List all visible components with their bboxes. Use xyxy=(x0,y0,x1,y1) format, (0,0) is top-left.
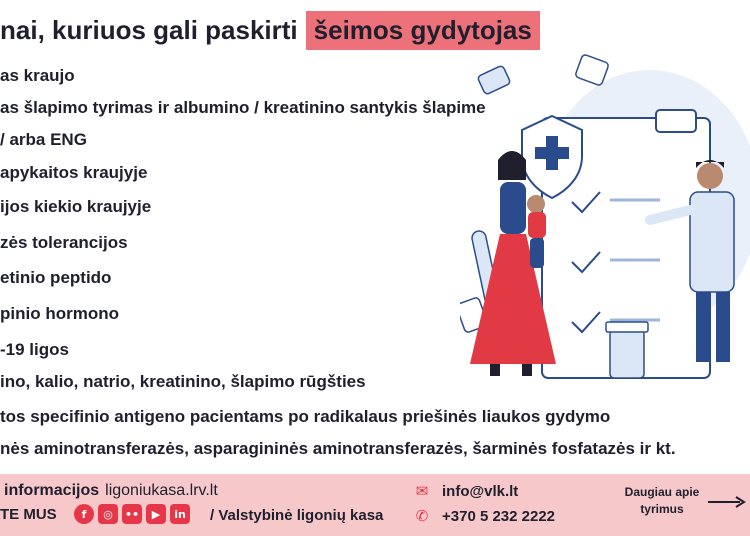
list-item: pinio hormono xyxy=(0,304,119,323)
org-name: / Valstybinė ligonių kasa xyxy=(210,507,384,524)
list-item: nės aminotransferazės, asparagininės aminotransferazės, šarminės fosfatazės ir kt. xyxy=(0,439,676,458)
linkedin-icon[interactable]: in xyxy=(170,504,190,524)
list-item: ino, kalio, natrio, kreatinino, šlapimo rūgšties xyxy=(0,372,366,391)
info-url-link[interactable]: ligoniukasa.lrv.lt xyxy=(105,482,218,499)
flickr-icon[interactable]: •• xyxy=(122,504,142,524)
list-item: apykaitos kraujyje xyxy=(0,163,148,182)
social-icons xyxy=(74,504,190,524)
youtube-icon[interactable]: ▶ xyxy=(146,504,166,524)
arrow-right-icon[interactable] xyxy=(708,496,746,508)
info-line xyxy=(4,482,218,500)
list-item: as šlapimo tyrimas ir albumino / kreatinino santykis šlapime xyxy=(0,98,486,117)
list-item: / arba ENG xyxy=(0,130,87,149)
phone-contact xyxy=(414,507,555,525)
facebook-icon[interactable]: f xyxy=(74,504,94,524)
list-item: etinio peptido xyxy=(0,268,112,287)
medical-illustration xyxy=(460,50,750,400)
list-item: as kraujo xyxy=(0,66,75,85)
email-contact xyxy=(414,482,518,500)
page-title xyxy=(0,8,540,52)
instagram-icon[interactable]: ◎ xyxy=(98,504,118,524)
title-highlight: šeimos gydytojas xyxy=(306,11,540,50)
email-icon: ✉ xyxy=(415,483,429,500)
phone-icon: ✆ xyxy=(415,508,429,525)
follow-label: TE MUS xyxy=(0,506,57,523)
more-info-link[interactable]: Daugiau apie tyrimus xyxy=(624,485,700,516)
list-item: -19 ligos xyxy=(0,340,69,359)
email-link[interactable]: info@vlk.lt xyxy=(442,482,519,500)
list-item: tos specifinio antigeno pacientams po radikalaus priešinės liaukos gydymo xyxy=(0,407,611,426)
info-label: informacijos xyxy=(4,482,100,499)
phone-link[interactable]: +370 5 232 2222 xyxy=(442,507,556,525)
title-plain: nai, kuriuos gali paskirti xyxy=(0,14,298,45)
list-item: ijos kiekio kraujyje xyxy=(0,197,152,216)
footer xyxy=(0,474,750,536)
list-item: zės tolerancijos xyxy=(0,233,128,252)
